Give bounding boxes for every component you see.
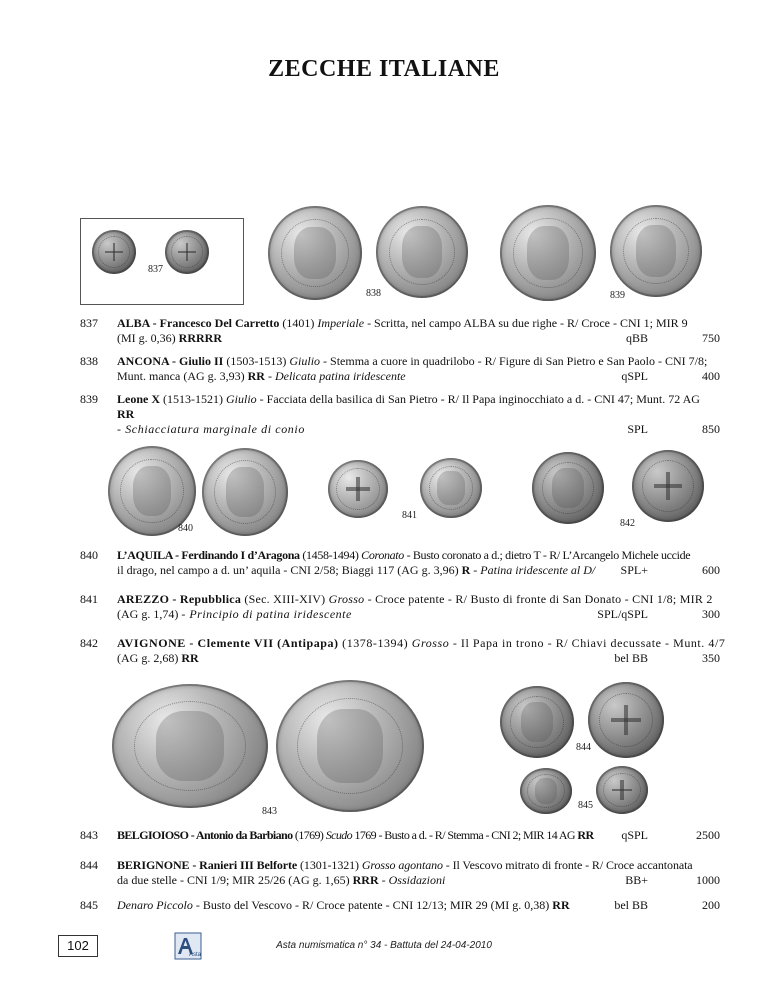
lot-dates: (1458-1494) xyxy=(299,548,362,562)
lot-dates: (1401) xyxy=(279,316,318,330)
lot-name: AVIGNONE - Clemente VII (Antipapa) xyxy=(117,636,339,650)
lot-description-2: (AG g. 1,74) xyxy=(117,607,182,621)
footer-caption: Asta numismatica n° 34 - Battuta del 24-04-2010 xyxy=(276,940,492,951)
lot-denomination: Imperiale xyxy=(317,316,365,330)
coin-label-845: 845 xyxy=(578,800,593,811)
lot-price: 750 xyxy=(702,331,720,345)
lot-price: 2500 xyxy=(696,828,720,842)
coin-845-reverse xyxy=(596,766,648,814)
lot-description: - Croce patente - R/ Busto di fronte di San Donato - CNI 1/8; MIR 2 xyxy=(364,592,713,606)
lot-note: - Patina iridescente al D/ xyxy=(470,563,596,577)
coin-845-obverse xyxy=(520,768,572,814)
lot-description: - Il Vescovo mitrato di fronte - R/ Croce accantonata xyxy=(442,858,693,872)
lot-dates: (1503-1513) xyxy=(223,354,290,368)
lot-number: 842 xyxy=(80,636,98,650)
lot-number: 837 xyxy=(80,316,98,330)
coin-label-839: 839 xyxy=(610,290,625,301)
lot-price: 850 xyxy=(702,422,720,436)
lot-name: ALBA - Francesco Del Carretto xyxy=(117,316,280,330)
lot-number: 844 xyxy=(80,858,98,872)
coin-837-obverse xyxy=(92,230,136,274)
lot-grade: bel BB xyxy=(614,651,648,665)
lot-dates: (Sec. XIII-XIV) xyxy=(241,592,329,606)
lot-price: 350 xyxy=(702,651,720,665)
lot-grade: qBB xyxy=(625,331,648,345)
lot-grade: SPL/qSPL xyxy=(597,607,648,621)
lot-grade: BB+ xyxy=(625,873,648,887)
lot-name: L’AQUILA - Ferdinando I d’Aragona xyxy=(117,548,300,562)
lot-rarity: R xyxy=(461,563,471,577)
lot-description: - Il Papa in trono - R/ Chiavi decussate - Munt. 4/7 xyxy=(449,636,726,650)
lot-rarity: RR xyxy=(577,828,594,842)
lot-note: - Delicata patina iridescente xyxy=(264,369,406,383)
lot-number: 843 xyxy=(80,828,98,842)
lot-number: 841 xyxy=(80,592,98,606)
lot-description-2: da due stelle - CNI 1/9; MIR 25/26 (AG g. 1,65) xyxy=(117,873,353,887)
lot-price: 300 xyxy=(702,607,720,621)
lot-description-2: il drago, nel campo a d. un’ aquila - CNI 2/58; Biaggi 117 (AG g. 3,96) xyxy=(117,563,462,577)
coin-844-reverse xyxy=(588,682,664,758)
lot-dates: (1301-1321) xyxy=(297,858,362,872)
coin-label-842: 842 xyxy=(620,518,635,529)
lot-denomination: Scudo xyxy=(325,828,353,842)
coin-843-reverse xyxy=(276,680,424,812)
lot-denomination: Giulio xyxy=(289,354,321,368)
lot-rarity: RR xyxy=(181,651,199,665)
lot-description-2: (AG g. 2,68) xyxy=(117,651,182,665)
coin-label-838: 838 xyxy=(366,288,381,299)
lot-price: 400 xyxy=(702,369,720,383)
coin-label-837: 837 xyxy=(148,264,163,275)
lot-number: 845 xyxy=(80,898,98,912)
lot-note: - Principio di patina iridescente xyxy=(181,607,352,621)
lot-dates: (1769) xyxy=(292,828,326,842)
lot-grade: SPL xyxy=(627,422,648,436)
logo-text: Asta xyxy=(189,952,202,958)
lot-denomination: Grosso xyxy=(328,592,365,606)
lot-denomination: Denaro Piccolo xyxy=(117,898,193,912)
lot-dates: (1513-1521) xyxy=(160,392,226,406)
lot-price: 200 xyxy=(702,898,720,912)
coin-842-obverse xyxy=(532,452,604,524)
lot-rarity: RR xyxy=(117,407,135,421)
lot-price: 600 xyxy=(702,563,720,577)
lot-denomination: Giulio xyxy=(226,392,257,406)
page-title: ZECCHE ITALIANE xyxy=(268,56,500,82)
lot-description: - Busto coronato a d.; dietro T - R/ L’Arcangelo Michele uccide xyxy=(403,548,691,562)
coin-841-obverse xyxy=(328,460,388,518)
coin-844-obverse xyxy=(500,686,574,758)
lot-number: 839 xyxy=(80,392,98,406)
coin-839-reverse xyxy=(610,205,702,297)
lot-note: - Ossidazioni xyxy=(378,873,446,887)
coin-842-reverse xyxy=(632,450,704,522)
lot-description: - Facciata della basilica di San Pietro - R/ Il Papa inginocchiato a d. - CNI 47; Munt. 72 AG xyxy=(256,392,700,406)
coin-839-obverse xyxy=(500,205,596,301)
lot-rarity: RR xyxy=(247,369,265,383)
coin-label-844: 844 xyxy=(576,742,591,753)
lot-number: 838 xyxy=(80,354,98,368)
page-number: 102 xyxy=(58,935,98,957)
coin-label-840: 840 xyxy=(178,523,193,534)
lot-dates: (1378-1394) xyxy=(338,636,412,650)
coin-838-reverse xyxy=(376,206,468,298)
lot-note: - Schiacciatura marginale di conio xyxy=(117,422,305,436)
lot-denomination: Grosso xyxy=(411,636,450,650)
coin-837-reverse xyxy=(165,230,209,274)
lot-rarity: RRR xyxy=(352,873,379,887)
lot-description-2: (MI g. 0,36) xyxy=(117,331,179,345)
lot-description: - Busto del Vescovo - R/ Croce patente - CNI 12/13; MIR 29 (MI g. 0,38) xyxy=(192,898,553,912)
lot-name: BERIGNONE - Ranieri III Belforte xyxy=(117,858,298,872)
lot-name: ANCONA - Giulio II xyxy=(117,354,224,368)
lot-description: 1769 - Busto a d. - R/ Stemma - CNI 2; MIR 14 AG xyxy=(352,828,578,842)
lot-description: - Scritta, nel campo ALBA su due righe - R/ Croce - CNI 1; MIR 9 xyxy=(364,316,688,330)
lot-price: 1000 xyxy=(696,873,720,887)
lot-description-2: Munt. manca (AG g. 3,93) xyxy=(117,369,248,383)
lot-rarity: RRRRR xyxy=(178,331,223,345)
lot-rarity: RR xyxy=(552,898,570,912)
coin-838-obverse xyxy=(268,206,362,300)
lot-grade: SPL+ xyxy=(620,563,648,577)
lot-name: Leone X xyxy=(117,392,160,406)
coin-840-reverse xyxy=(202,448,288,536)
lot-grade: bel BB xyxy=(614,898,648,912)
lot-name: BELGIOIOSO - Antonio da Barbiano xyxy=(117,828,293,842)
lot-denomination: Coronato xyxy=(361,548,404,562)
lot-grade: qSPL xyxy=(621,369,648,383)
lot-denomination: Grosso agontano xyxy=(361,858,443,872)
lot-number: 840 xyxy=(80,548,98,562)
lot-grade: qSPL xyxy=(621,828,648,842)
lot-description: - Stemma a cuore in quadrilobo - R/ Figure di San Pietro e San Paolo - CNI 7/8; xyxy=(320,354,708,368)
coin-label-841: 841 xyxy=(402,510,417,521)
coin-843-obverse xyxy=(112,684,268,808)
lot-name: AREZZO - Repubblica xyxy=(117,592,242,606)
coin-841-reverse xyxy=(420,458,482,518)
coin-label-843: 843 xyxy=(262,806,277,817)
